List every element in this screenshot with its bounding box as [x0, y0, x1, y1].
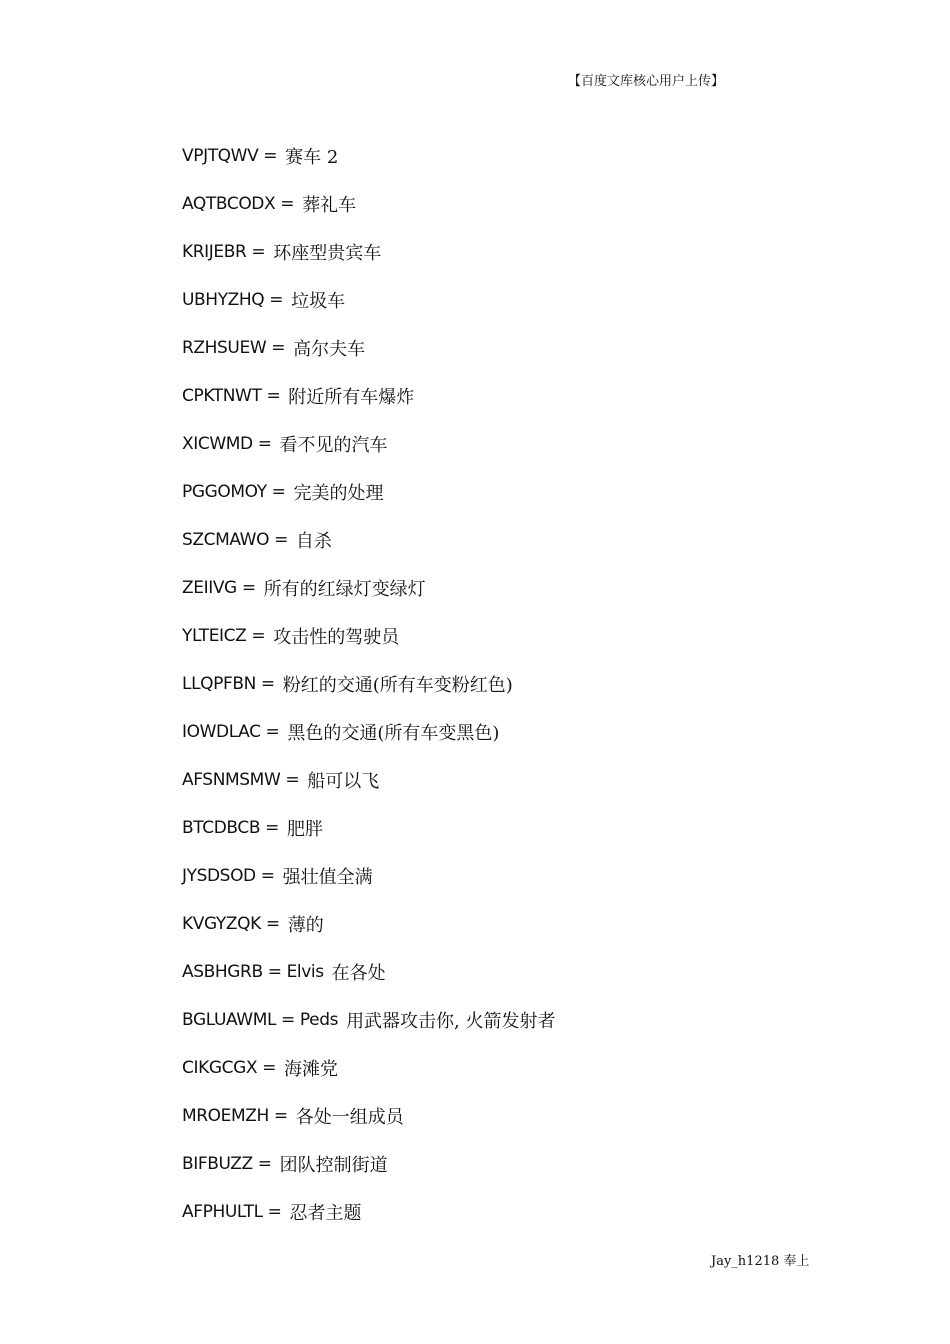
cheat-code: XICWMD =	[182, 434, 272, 454]
cheat-item	[182, 1092, 556, 1140]
cheat-description: 强壮值全满	[282, 867, 373, 888]
cheat-item	[182, 1044, 556, 1092]
cheat-code: AFSNMSMW =	[182, 770, 300, 790]
cheat-code: CPKTNWT =	[182, 386, 281, 406]
cheat-item	[182, 756, 556, 804]
cheat-description: 团队控制街道	[279, 1155, 388, 1176]
cheat-item	[182, 1140, 556, 1188]
cheat-code: BGLUAWML = Peds	[182, 1010, 339, 1030]
cheat-description: 黑色的交通(所有车变黑色)	[287, 723, 500, 744]
cheat-item	[182, 516, 556, 564]
cheat-code: VPJTQWV =	[182, 146, 278, 166]
cheat-description: 完美的处理	[293, 483, 384, 504]
cheat-item	[182, 804, 556, 852]
cheat-code: CIKGCGX =	[182, 1058, 276, 1078]
cheat-code: LLQPFBN =	[182, 674, 275, 694]
cheat-code: AFPHULTL =	[182, 1202, 282, 1222]
cheat-item	[182, 948, 556, 996]
cheat-code: IOWDLAC =	[182, 722, 280, 742]
cheat-item	[182, 660, 556, 708]
cheat-description: 环座型贵宾车	[273, 243, 382, 264]
cheat-description: 自杀	[295, 531, 332, 552]
cheat-description: 海滩党	[283, 1059, 338, 1080]
cheat-code: YLTEICZ =	[182, 626, 266, 646]
cheat-item	[182, 420, 556, 468]
cheat-code: ASBHGRB = Elvis	[182, 962, 324, 982]
cheat-description: 攻击性的驾驶员	[273, 627, 400, 648]
cheat-code: UBHYZHQ =	[182, 290, 284, 310]
cheat-item	[182, 324, 556, 372]
cheat-code: BIFBUZZ =	[182, 1154, 272, 1174]
cheat-code: KRIJEBR =	[182, 242, 266, 262]
cheat-item	[182, 996, 556, 1044]
cheat-description: 粉红的交通(所有车变粉红色)	[282, 675, 513, 696]
page-footer: Jay_h1218 奉上	[711, 1254, 810, 1269]
cheat-item	[182, 276, 556, 324]
cheat-description: 薄的	[287, 915, 324, 936]
cheat-code: BTCDBCB =	[182, 818, 279, 838]
cheat-description: 忍者主题	[289, 1203, 362, 1224]
cheat-item	[182, 852, 556, 900]
cheat-item	[182, 708, 556, 756]
cheat-code: JYSDSOD =	[182, 866, 275, 886]
cheat-description: 附近所有车爆炸	[288, 387, 415, 408]
cheat-description: 垃圾车	[291, 291, 346, 312]
cheat-description: 高尔夫车	[293, 339, 366, 360]
cheat-item	[182, 900, 556, 948]
cheat-item	[182, 564, 556, 612]
cheat-description: 各处一组成员	[295, 1107, 404, 1128]
cheat-code: KVGYZQK =	[182, 914, 280, 934]
cheat-item	[182, 132, 556, 180]
cheat-code: ZEIIVG =	[182, 578, 256, 598]
cheat-description: 看不见的汽车	[279, 435, 388, 456]
cheat-code-list	[182, 132, 556, 1236]
cheat-item	[182, 612, 556, 660]
cheat-item	[182, 228, 556, 276]
cheat-item	[182, 468, 556, 516]
cheat-description: 用武器攻击你, 火箭发射者	[346, 1011, 556, 1032]
cheat-description: 赛车 2	[285, 147, 339, 168]
cheat-code: AQTBCODX =	[182, 194, 295, 214]
cheat-description: 肥胖	[286, 819, 323, 840]
cheat-description: 葬礼车	[302, 195, 357, 216]
cheat-item	[182, 180, 556, 228]
cheat-description: 所有的红绿灯变绿灯	[263, 579, 426, 600]
cheat-code: MROEMZH =	[182, 1106, 288, 1126]
cheat-code: PGGOMOY =	[182, 482, 286, 502]
cheat-description: 船可以飞	[307, 771, 380, 792]
cheat-code: RZHSUEW =	[182, 338, 286, 358]
cheat-item	[182, 372, 556, 420]
cheat-code: SZCMAWO =	[182, 530, 288, 550]
cheat-description: 在各处	[331, 963, 386, 984]
cheat-item	[182, 1188, 556, 1236]
page-header: 【百度文库核心用户上传】	[568, 74, 725, 89]
